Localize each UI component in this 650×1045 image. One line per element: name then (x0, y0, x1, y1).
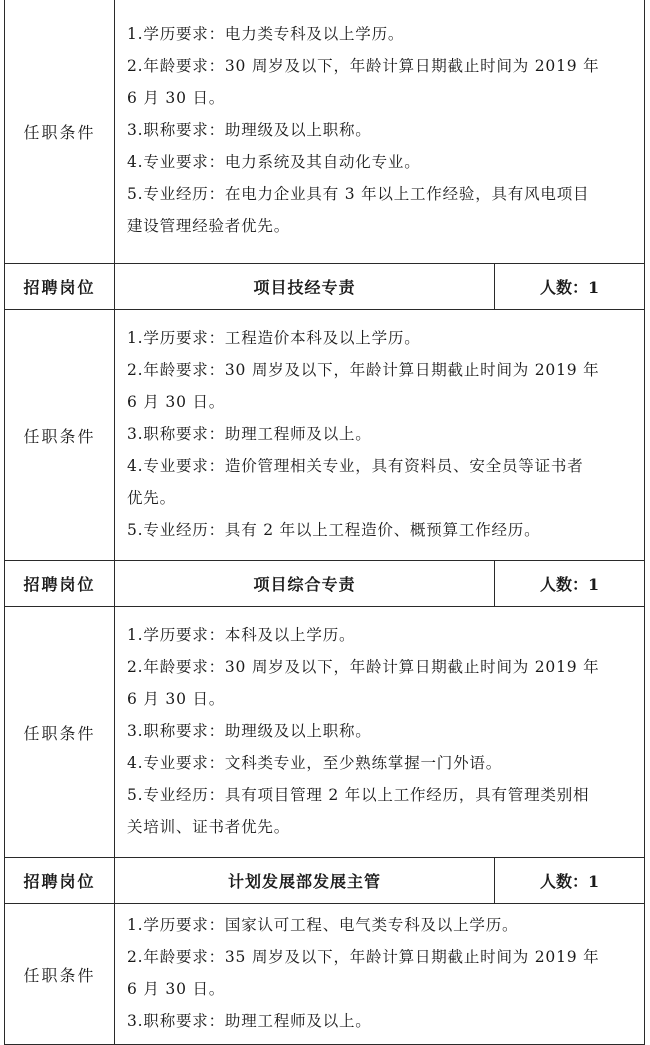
condition-line: 6 月 30 日。 (127, 393, 226, 411)
condition-line: 2.年龄要求：30 周岁及以下，年龄计算日期截止时间为 2019 年 (127, 361, 600, 379)
condition-line: 4.专业要求：造价管理相关专业，具有资料员、安全员等证书者 (127, 457, 584, 475)
condition-line: 2.年龄要求：30 周岁及以下，年龄计算日期截止时间为 2019 年 (127, 658, 600, 676)
conditions-content (115, 904, 645, 1045)
condition-line: 6 月 30 日。 (127, 980, 226, 998)
conditions-label: 任职条件 (5, 310, 115, 561)
condition-line: 2.年龄要求：30 周岁及以下，年龄计算日期截止时间为 2019 年 (127, 57, 600, 75)
condition-line: 5.专业经历：具有项目管理 2 年以上工作经历，具有管理类别相 (127, 786, 590, 804)
conditions-row (5, 0, 645, 264)
conditions-content (115, 0, 645, 264)
conditions-row (5, 904, 645, 1045)
post-header-row (5, 858, 645, 904)
condition-line: 1.学历要求：国家认可工程、电气类专科及以上学历。 (127, 916, 519, 934)
conditions-label: 任职条件 (5, 0, 115, 264)
post-header-row (5, 561, 645, 607)
conditions-label: 任职条件 (5, 607, 115, 858)
condition-line: 5.专业经历：具有 2 年以上工程造价、概预算工作经历。 (127, 521, 541, 539)
post-title: 项目技经专责 (115, 264, 495, 310)
post-label: 招聘岗位 (5, 858, 115, 904)
condition-line: 关培训、证书者优先。 (127, 818, 291, 836)
condition-line: 4.专业要求：文科类专业，至少熟练掌握一门外语。 (127, 754, 502, 772)
post-count: 人数：1 (495, 858, 645, 904)
condition-line: 3.职称要求：助理级及以上职称。 (127, 722, 372, 740)
condition-line: 3.职称要求：助理级及以上职称。 (127, 121, 372, 139)
condition-line: 建设管理经验者优先。 (127, 217, 291, 235)
post-count: 人数：1 (495, 264, 645, 310)
post-label: 招聘岗位 (5, 264, 115, 310)
recruitment-table (4, 0, 645, 1045)
conditions-content (115, 607, 645, 858)
condition-line: 1.学历要求：本科及以上学历。 (127, 626, 356, 644)
condition-line: 1.学历要求：电力类专科及以上学历。 (127, 25, 405, 43)
condition-line: 1.学历要求：工程造价本科及以上学历。 (127, 329, 421, 347)
conditions-content (115, 310, 645, 561)
condition-line: 2.年龄要求：35 周岁及以下，年龄计算日期截止时间为 2019 年 (127, 948, 600, 966)
post-title: 计划发展部发展主管 (115, 858, 495, 904)
condition-line: 3.职称要求：助理工程师及以上。 (127, 1012, 372, 1030)
conditions-row (5, 310, 645, 561)
condition-line: 4.专业要求：电力系统及其自动化专业。 (127, 153, 421, 171)
post-label: 招聘岗位 (5, 561, 115, 607)
conditions-label: 任职条件 (5, 904, 115, 1045)
conditions-row (5, 607, 645, 858)
condition-line: 5.专业经历：在电力企业具有 3 年以上工作经验，具有风电项目 (127, 185, 590, 203)
condition-line: 3.职称要求：助理工程师及以上。 (127, 425, 372, 443)
post-header-row (5, 264, 645, 310)
post-count: 人数：1 (495, 561, 645, 607)
condition-line: 6 月 30 日。 (127, 690, 226, 708)
condition-line: 6 月 30 日。 (127, 89, 226, 107)
condition-line: 优先。 (127, 489, 176, 507)
post-title: 项目综合专责 (115, 561, 495, 607)
